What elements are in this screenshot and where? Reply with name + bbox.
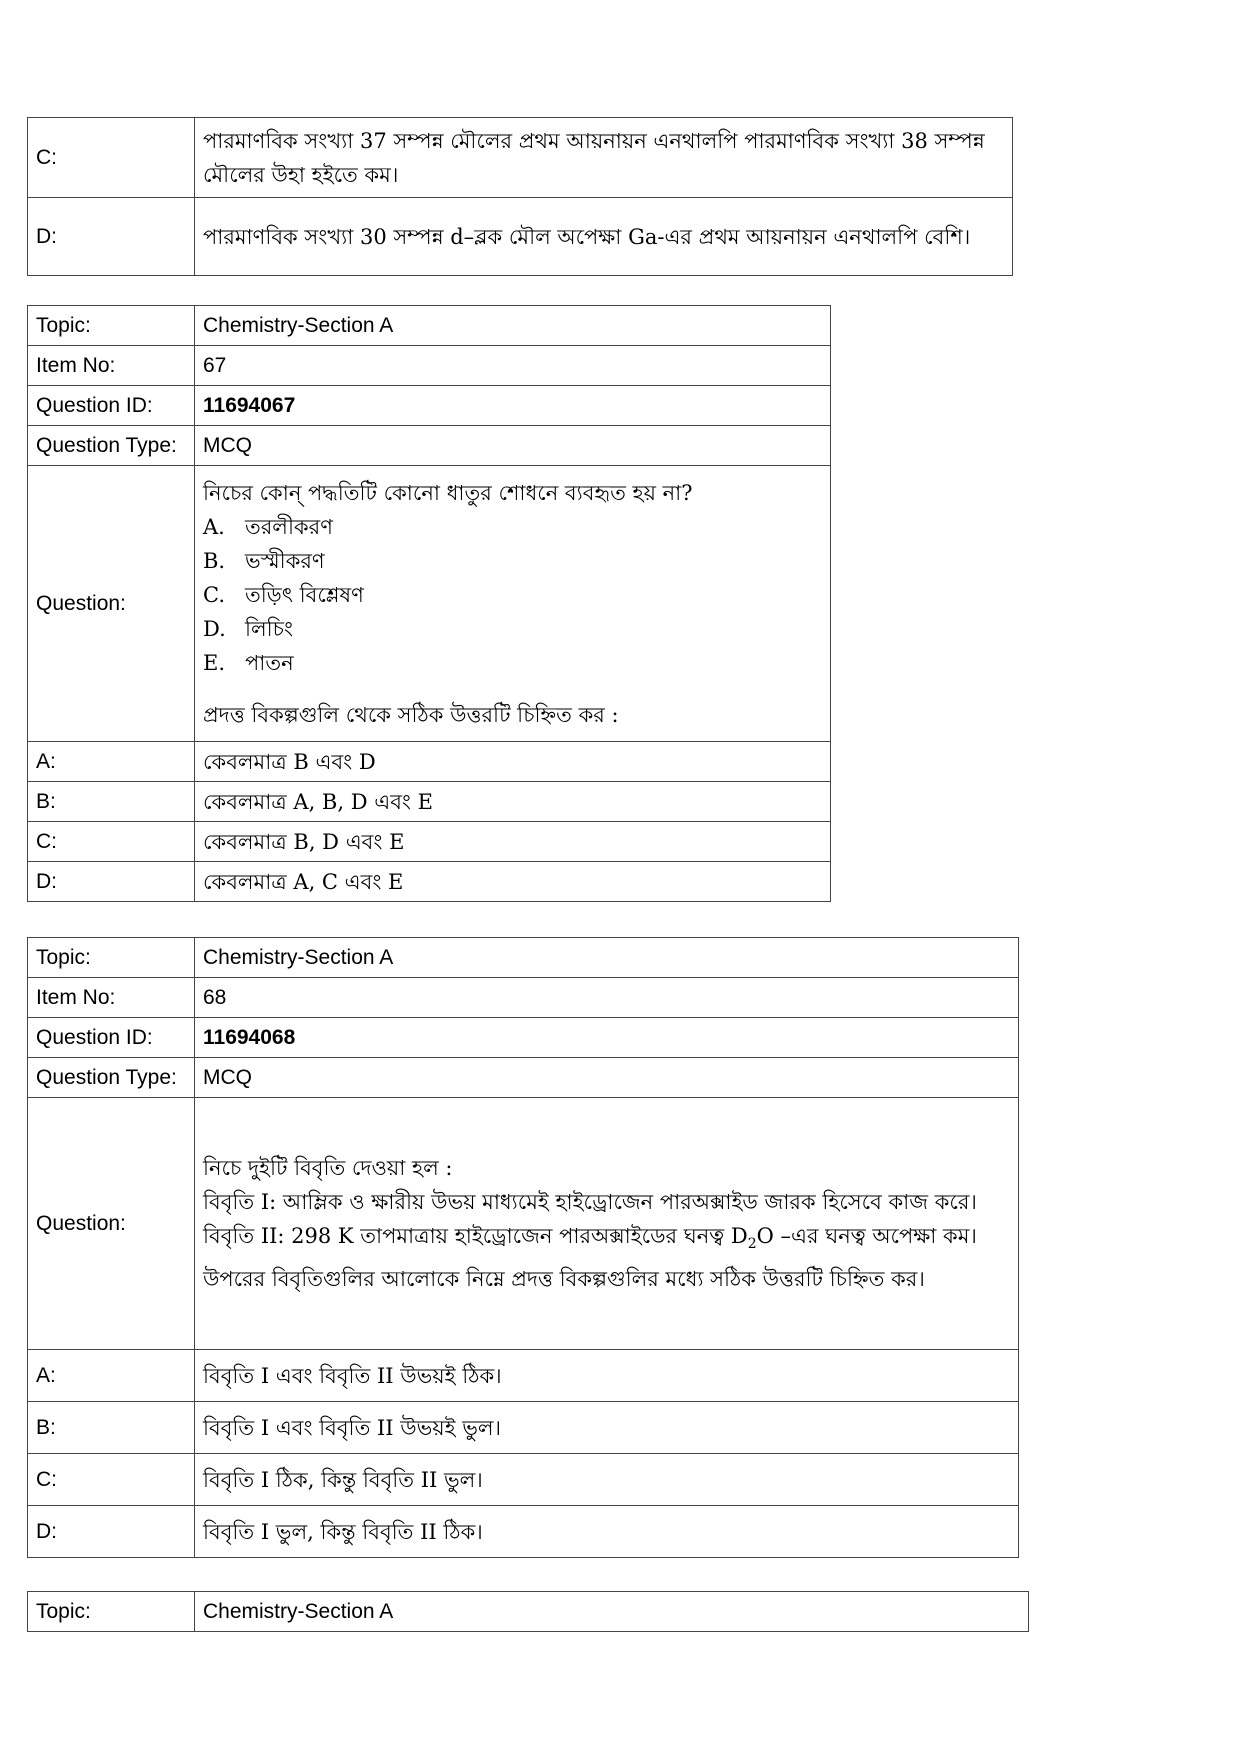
topic-row [28, 1592, 1029, 1632]
option-text: বিবৃতি I এবং বিবৃতি II উভয়ই ভুল। [195, 1402, 1019, 1454]
statement-intro: নিচে দুইটি বিবৃতি দেওয়া হল : [203, 1156, 453, 1181]
item-no-value: 67 [195, 346, 831, 386]
item-no-value: 68 [195, 978, 1019, 1018]
question-type-row [28, 426, 831, 466]
topic-label: Topic: [28, 938, 195, 978]
option-text: কেবলমাত্র B, D এবং E [195, 822, 831, 862]
topic-value: Chemistry-Section A [195, 306, 831, 346]
item-no-row [28, 346, 831, 386]
option-text: কেবলমাত্র B এবং D [195, 742, 831, 782]
question-type-value: MCQ [195, 1058, 1019, 1098]
option-text: পারমাণবিক সংখ্যা 30 সম্পন্ন d–ব্লক মৌল অপেক্ষা Ga-এর প্রথম আয়নায়ন এনথালপি বেশি। [195, 198, 1013, 276]
topic-label: Topic: [28, 306, 195, 346]
option-text: পারমাণবিক সংখ্যা 37 সম্পন্ন মৌলের প্রথম আয়নায়ন এনথালপি পারমাণবিক সংখ্যা 38 সম্পন্ন মৌলের উহা হইতে কম। [195, 118, 1013, 198]
statement-two: বিবৃতি II: 298 K তাপমাত্রায় হাইড্রোজেন পারঅক্সাইডের ঘনত্ব $D_2O$ –এর ঘনত্ব অপেক্ষা কম। [203, 1224, 977, 1253]
question-id-value: 11694068 [195, 1018, 1019, 1058]
question-id-value: 11694067 [195, 386, 831, 426]
option-text: বিবৃতি I ভুল, কিন্তু বিবৃতি II ঠিক। [195, 1506, 1019, 1558]
question-table-69 [27, 1591, 1029, 1632]
item-no-row [28, 978, 1019, 1018]
question-body [195, 466, 831, 742]
option-row-d [28, 862, 831, 902]
option-label: D: [28, 1506, 195, 1558]
question-label: Question: [28, 466, 195, 742]
option-row-b [28, 782, 831, 822]
list-item: D. লিচিং [203, 616, 294, 641]
topic-label: Topic: [28, 1592, 195, 1632]
question-id-row [28, 386, 831, 426]
option-label: C: [28, 822, 195, 862]
list-item: A. তরলীকরণ [203, 514, 333, 539]
option-label: D: [28, 198, 195, 276]
question-table-68 [27, 937, 1019, 1558]
question-type-value: MCQ [195, 426, 831, 466]
list-item: B. ভস্মীকরণ [203, 548, 325, 573]
option-row-d [28, 198, 1013, 276]
option-text: বিবৃতি I এবং বিবৃতি II উভয়ই ঠিক। [195, 1350, 1019, 1402]
list-item: C. তড়িৎ বিশ্লেষণ [203, 582, 364, 607]
option-label: B: [28, 1402, 195, 1454]
option-label: A: [28, 1350, 195, 1402]
option-text: কেবলমাত্র A, B, D এবং E [195, 782, 831, 822]
question-row [28, 466, 831, 742]
item-no-label: Item No: [28, 346, 195, 386]
option-text: বিবৃতি I ঠিক, কিন্তু বিবৃতি II ভুল। [195, 1454, 1019, 1506]
option-label: A: [28, 742, 195, 782]
option-row-d [28, 1506, 1019, 1558]
topic-row [28, 938, 1019, 978]
question-type-row [28, 1058, 1019, 1098]
option-row-c [28, 1454, 1019, 1506]
list-item: E. পাতন [203, 650, 294, 675]
question-row [28, 1098, 1019, 1350]
question-table-67 [27, 305, 831, 902]
question-id-label: Question ID: [28, 1018, 195, 1058]
topic-row [28, 306, 831, 346]
statement-one: বিবৃতি I: আম্লিক ও ক্ষারীয় উভয় মাধ্যমেই হাইড্রোজেন পারঅক্সাইড জারক হিসেবে কাজ করে। [203, 1190, 977, 1215]
option-row-c [28, 118, 1013, 198]
question-id-label: Question ID: [28, 386, 195, 426]
question-instruction: প্রদত্ত বিকল্পগুলি থেকে সঠিক উত্তরটি চিহ্নিত কর : [203, 702, 619, 727]
question-stem: নিচের কোন্ পদ্ধতিটি কোনো ধাতুর শোধনে ব্যবহৃত হয় না? [203, 480, 693, 505]
option-row-b [28, 1402, 1019, 1454]
option-text: কেবলমাত্র A, C এবং E [195, 862, 831, 902]
option-row-a [28, 742, 831, 782]
option-label: B: [28, 782, 195, 822]
option-label: C: [28, 1454, 195, 1506]
question-type-label: Question Type: [28, 426, 195, 466]
option-row-a [28, 1350, 1019, 1402]
question-id-row [28, 1018, 1019, 1058]
question-label: Question: [28, 1098, 195, 1350]
option-label: C: [28, 118, 195, 198]
item-no-label: Item No: [28, 978, 195, 1018]
topic-value: Chemistry-Section A [195, 1592, 1029, 1632]
question-type-label: Question Type: [28, 1058, 195, 1098]
option-label: D: [28, 862, 195, 902]
question-instruction: উপরের বিবৃতিগুলির আলোকে নিম্নে প্রদত্ত বিকল্পগুলির মধ্যে সঠিক উত্তরটি চিহ্নিত কর। [203, 1266, 925, 1291]
question-body [195, 1098, 1019, 1350]
topic-value: Chemistry-Section A [195, 938, 1019, 978]
option-row-c [28, 822, 831, 862]
prev-question-options-table [27, 117, 1013, 276]
